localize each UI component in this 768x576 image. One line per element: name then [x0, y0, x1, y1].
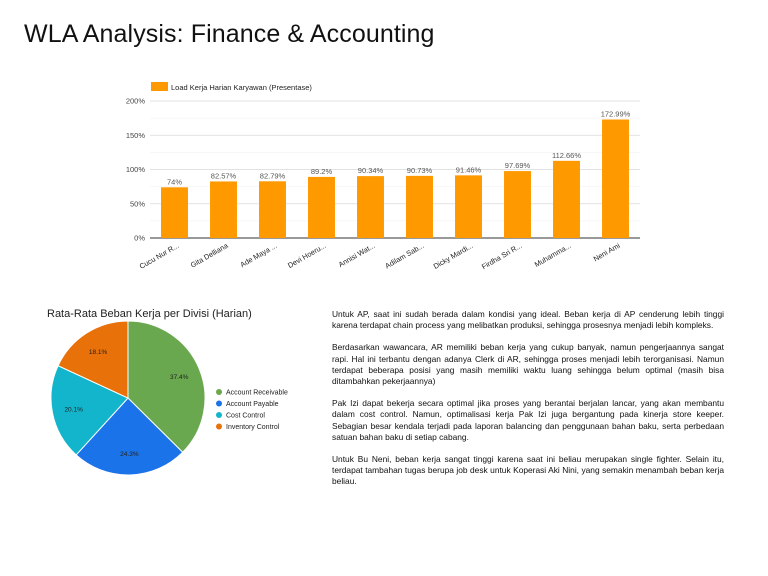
bar-data-label: 89.2% — [310, 166, 333, 176]
legend-dot — [216, 424, 222, 430]
y-tick-label: 150% — [125, 130, 145, 140]
pie-data-label: 18.1% — [88, 348, 108, 356]
legend-dot — [216, 389, 222, 395]
slide-title: WLA Analysis: Finance & Accounting — [24, 20, 435, 48]
bar — [406, 176, 433, 238]
bar-data-label: 82.57% — [210, 171, 237, 181]
bar-chart — [120, 74, 650, 280]
y-tick-label: 0% — [134, 233, 145, 243]
bar-data-label: 112.66% — [551, 150, 582, 160]
bar-data-label: 97.69% — [504, 161, 531, 171]
x-tick-label: Gita Delliana — [188, 240, 230, 270]
legend-dot — [216, 412, 222, 418]
bar — [259, 181, 286, 238]
x-tick-label: Firdha Sri R... — [480, 240, 524, 272]
analysis-text — [332, 309, 724, 499]
y-tick-label: 200% — [125, 96, 145, 106]
legend-dot — [216, 401, 222, 407]
legend-label: Inventory Control — [226, 424, 280, 431]
bar — [553, 161, 580, 238]
y-tick-label: 100% — [125, 165, 145, 174]
y-tick-label: 50% — [129, 199, 145, 209]
pie-chart-title: Rata-Rata Beban Kerja per Divisi (Harian) — [47, 308, 252, 320]
bar — [308, 177, 335, 238]
pie-data-label: 24.3% — [120, 450, 139, 458]
paragraph-cost-control: Pak Izi dapat bekerja secara optimal jika proses yang berantai berjalan lancar, yang akan membantu dalam cost control. Namun, optimalisasi kerja Pak Izi juga bergantung pada kinerja store keeper. Sebagian besar kendala terjadi pada laporan balancing dan penggunaan bahan baku, serta perbedaan satuan bahan baku di setiap cabang. — [332, 398, 724, 442]
legend-label: Load Kerja Harian Karyawan (Presentase) — [171, 83, 312, 92]
bar — [357, 176, 384, 238]
x-tick-label: Cucu Nur R... — [137, 240, 181, 271]
x-tick-label: Devi Hoeru... — [286, 240, 328, 271]
bar — [602, 120, 629, 238]
bar — [161, 187, 188, 238]
pie-chart — [40, 300, 330, 500]
bar — [504, 171, 531, 238]
x-tick-label: Muhamma... — [532, 240, 573, 270]
legend-label: Account Receivable — [226, 389, 288, 397]
legend-label: Account Payable — [226, 401, 279, 408]
bar-data-label: 90.73% — [406, 165, 433, 175]
pie-data-label: 20.1% — [64, 406, 83, 414]
x-tick-label: Ade Maya ... — [238, 240, 279, 270]
bar — [455, 175, 482, 238]
pie-data-label: 37.4% — [169, 374, 189, 382]
legend-label: Cost Control — [226, 412, 265, 420]
bar-data-label: 74% — [166, 177, 183, 187]
legend-swatch — [151, 82, 168, 91]
x-tick-label: Neni Ami — [591, 240, 622, 264]
bar — [210, 181, 237, 238]
bar-data-label: 172.99% — [600, 109, 631, 119]
paragraph-ap: Untuk AP, saat ini sudah berada dalam kondisi yang ideal. Beban kerja di AP cenderung lebih tinggi karena terdapat chain process yang melibatkan produksi, sehingga prosesnya menjadi lebih kompleks. — [332, 309, 724, 331]
paragraph-inventory: Untuk Bu Neni, beban kerja sangat tinggi karena saat ini beliau merupakan single fighter. Selain itu, terdapat tambahan tugas berupa job desk untuk Koperasi Aki Nini, yang semakin menambah beban kerja beliau. — [332, 454, 724, 487]
bar-data-label: 82.79% — [259, 171, 286, 181]
x-tick-label: Dicky Mardi... — [431, 240, 475, 271]
x-tick-label: Annisi Wat... — [336, 240, 377, 270]
bar-data-label: 91.46% — [455, 165, 482, 175]
x-tick-label: Adilam Sab... — [383, 240, 426, 271]
paragraph-ar: Berdasarkan wawancara, AR memiliki beban kerja yang cukup banyak, namun pengerjaannya sangat rapi. Hal ini terbantu dengan adanya Clerk di AR, sehingga proses menjadi lebih terorganisasi. Namun terdapat beberapa posisi yang masih memiliki waktu luang sehingga belum optimal (masih bisa ditambahkan pekerjaannya) — [332, 342, 724, 387]
bar-data-label: 90.34% — [357, 166, 384, 176]
